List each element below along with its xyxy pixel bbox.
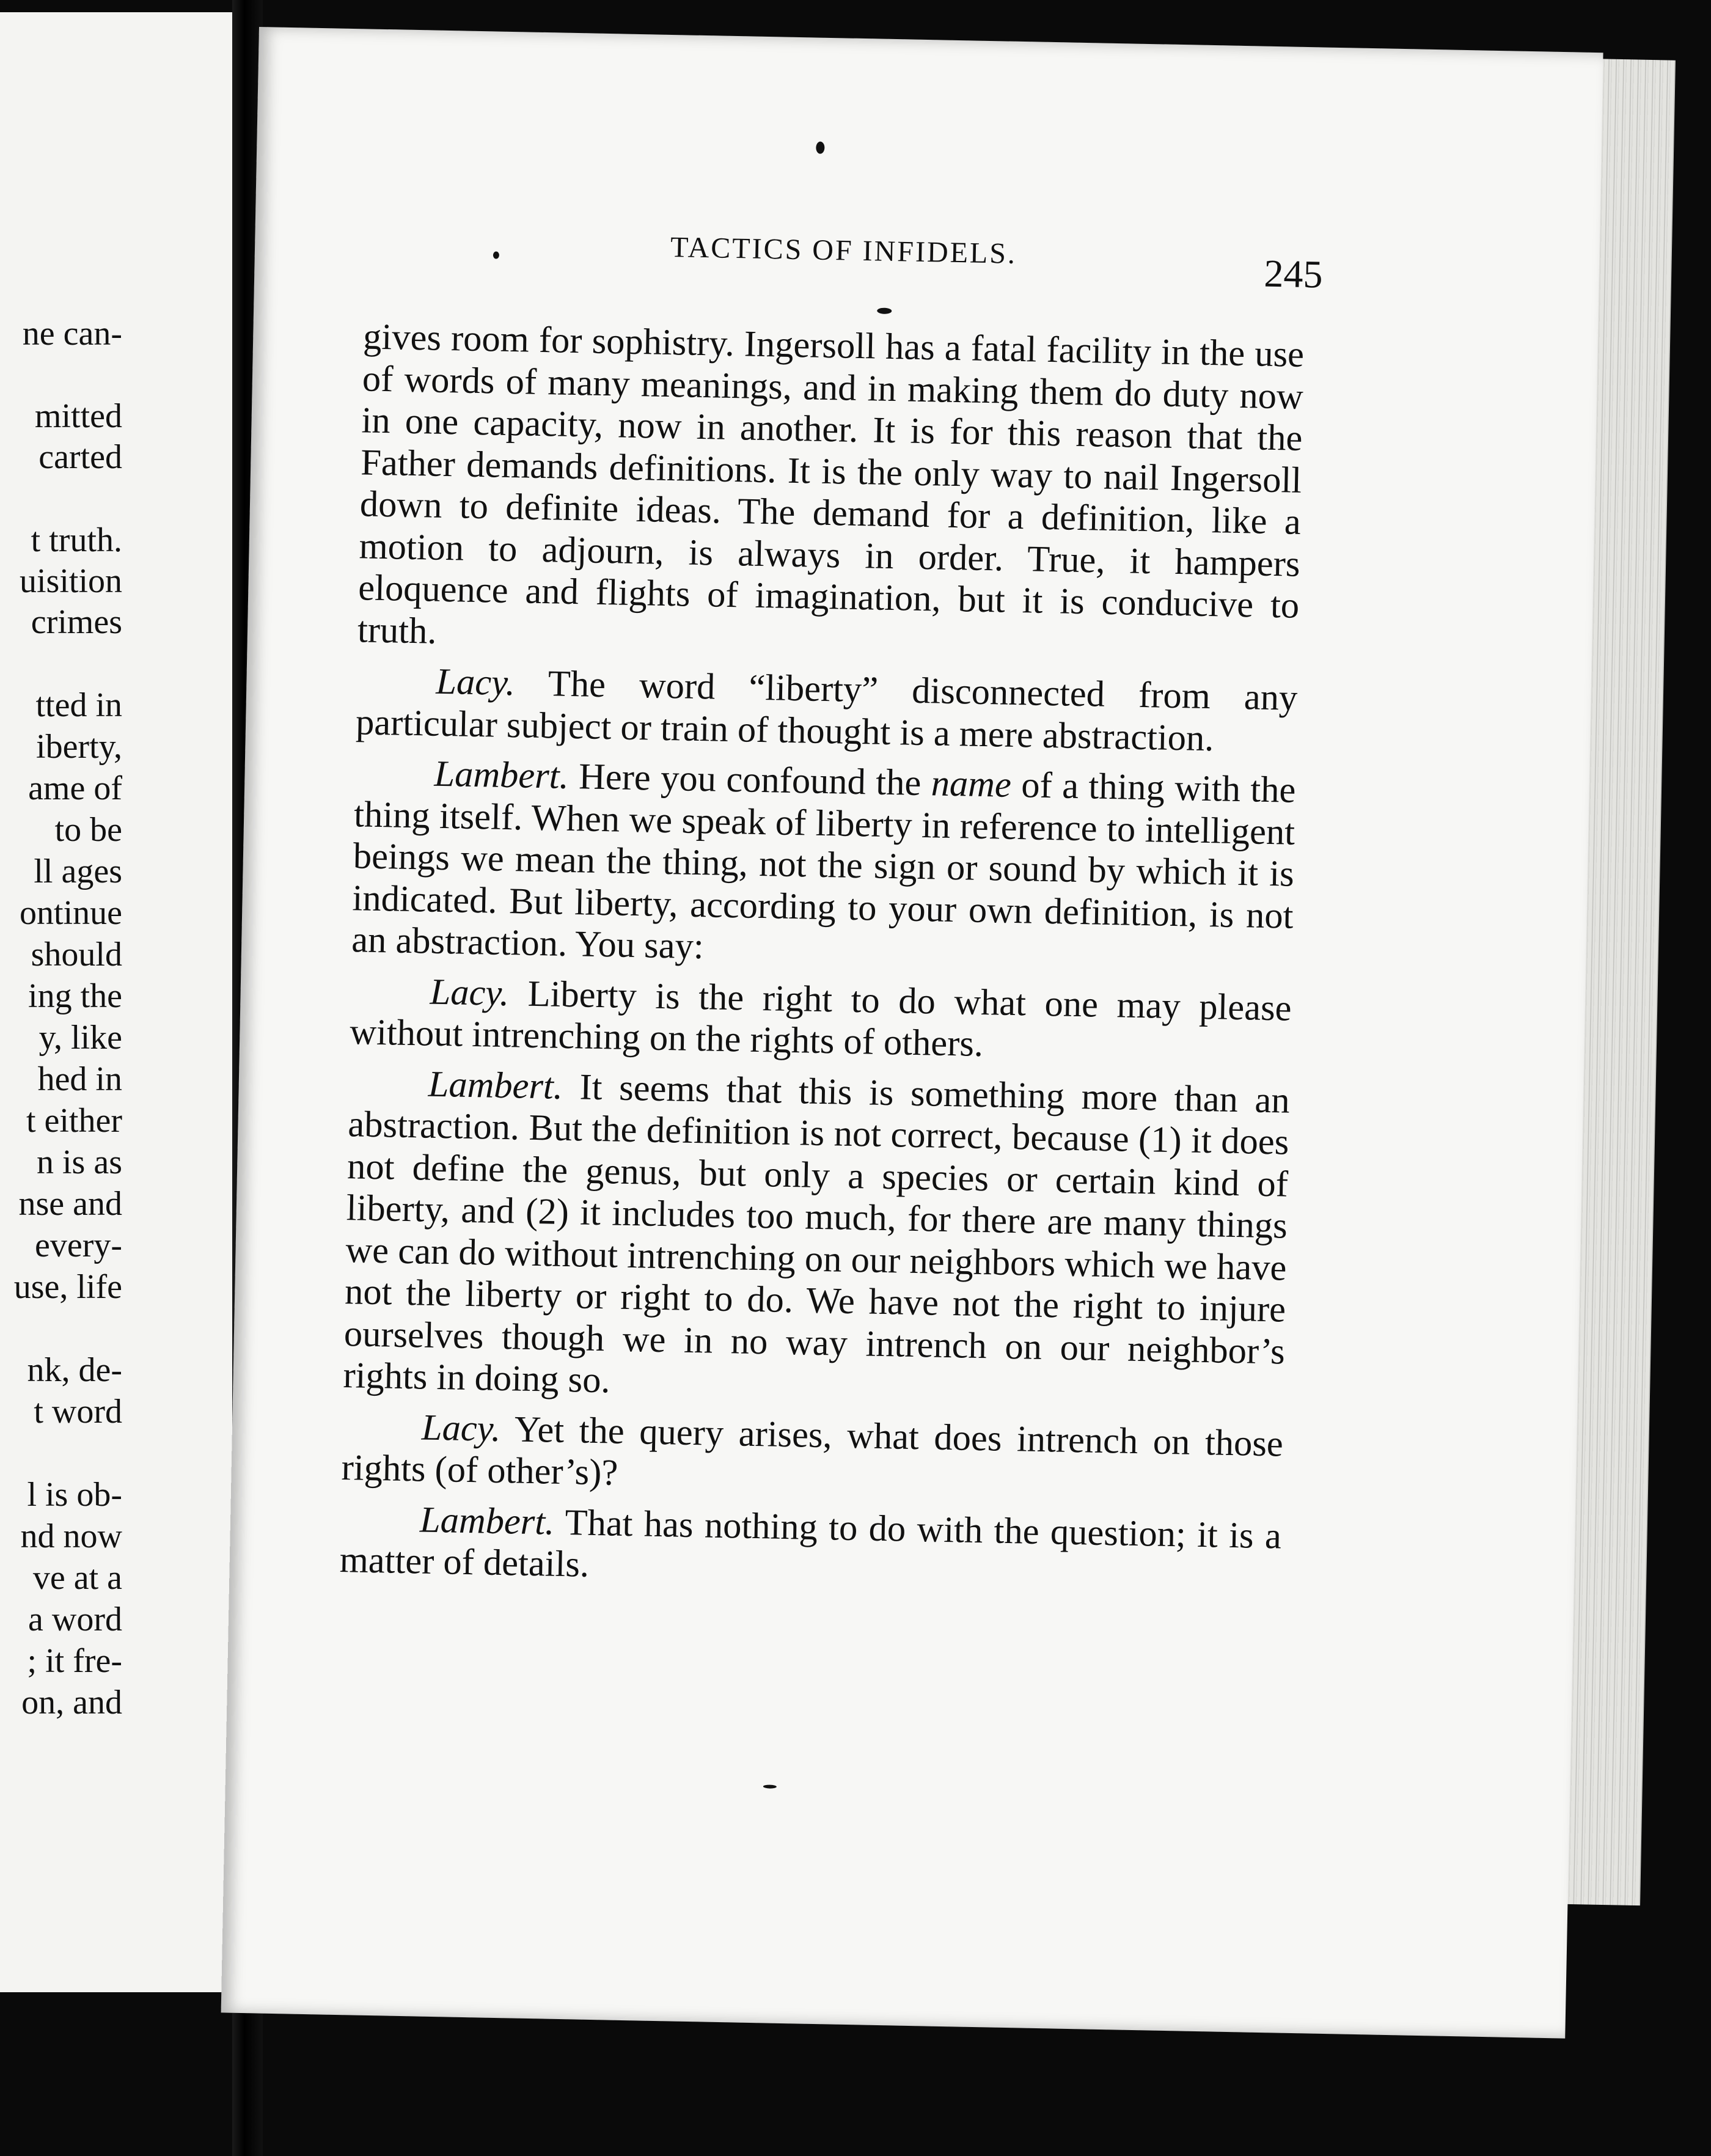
left-page-line: use, life [13,1268,122,1306]
paragraph-text: gives room for sophistry. Ingersoll has a fatal facility in the use of words of many meanings, and in making them do duty now in one capacity, now in another. It is for this reason that the Father demands definitions. It is the only way to nail Ingersoll down to definite ideas. The demand for a definition, like a motion to adjourn, is always in order. True, it hampers eloquence and flights of imagination, but it is conducive to truth. [357,316,1305,652]
left-page-line: t truth. [31,521,122,559]
left-page-line: nd now [20,1517,122,1555]
left-page-line: ne can- [22,315,122,353]
left-page-line: ontinue [20,894,122,932]
left-page-line: ll ages [34,853,122,890]
left-page-text: tted in [35,686,122,724]
left-page-line: hed in [37,1060,122,1098]
left-page-line: iberty, [36,728,122,766]
running-head: TACTICS OF INFIDELS. [670,230,1017,270]
left-page-line: mitted [34,397,122,435]
left-page-line: l is ob- [27,1476,122,1514]
left-page-line: every- [34,1226,122,1264]
paragraph-text: The word “liberty” disconnected from any particular subject or train of thought is a mere abstraction. [355,663,1298,759]
page-number: 245 [1263,251,1324,296]
left-facing-page [0,12,232,1992]
left-page-line: on, and [21,1684,122,1722]
speaker-name: Lacy. [421,1407,502,1450]
left-page-line: nse and [18,1185,122,1223]
left-page-line: crimes [31,603,122,641]
dialogue-paragraph [343,1062,1290,1415]
left-page-line: y, like [38,1019,122,1057]
dialogue-paragraph [351,752,1296,979]
body-text [339,316,1305,1608]
paragraph-text: That has nothing to do with the question; it is a matter of details. [339,1502,1282,1585]
speaker-name: Lambert. [428,1063,563,1107]
left-page-line: nk, de- [27,1351,122,1389]
book-page [221,27,1603,2039]
paragraph-text: Yet the query arises, what does intrench on those rights (of other’s)? [341,1408,1284,1494]
left-page-line: t word [34,1393,122,1431]
dialogue-paragraph [339,1498,1281,1600]
left-page-line: ing the [28,977,122,1015]
ink-speck [877,308,892,314]
left-page-line: carted [38,438,122,476]
emphasized-word: name [931,763,1012,805]
ink-speck [493,251,499,258]
left-page-line: to be [54,811,122,849]
left-page-line: ame of [28,769,122,807]
left-page-line: should [31,936,122,974]
paragraph-text: Here you confound the [578,756,921,804]
left-page-line: n is as [37,1143,122,1181]
left-page-line: uisition [19,562,122,600]
speaker-name: Lambert. [433,753,570,797]
speaker-name: Lambert. [419,1499,555,1543]
dialogue-paragraph [356,659,1298,761]
ink-speck [816,142,824,154]
paragraph-text: Liberty is the right to do what one may please without intrenching on the rights of others. [349,973,1292,1065]
speaker-name: Lacy. [430,971,510,1014]
left-page-line: ; it fre- [27,1642,122,1680]
ink-speck [763,1784,777,1788]
left-page-line: a word [28,1601,122,1638]
paragraph [357,316,1304,669]
left-page-line: t either [26,1102,122,1140]
left-page-line: ve at a [32,1559,122,1597]
dialogue-paragraph [350,970,1292,1072]
left-page-line [35,688,122,722]
dialogue-paragraph [341,1406,1283,1508]
paragraph-text: It seems that this is something more than an abstraction. But the definition is not correct, because (1) it does not define the genus, but only a species or certain kind of liberty, and (2) it includes too much, for there are many things we can do without intrenching on our neighbors which we have not the liberty or right to do. We have not the right to injure ourselves though we in no way intrench on our neighbor’s rights in doing so. [343,1066,1291,1401]
speaker-name: Lacy. [435,661,516,704]
paragraph-text: of a thing with the thing itself. When we speak of liberty in reference to intelligent beings we mean the thing, not the sign or sound by which it is indicated. But liberty, according to your own definition, is not an abstraction. You say: [351,765,1296,967]
